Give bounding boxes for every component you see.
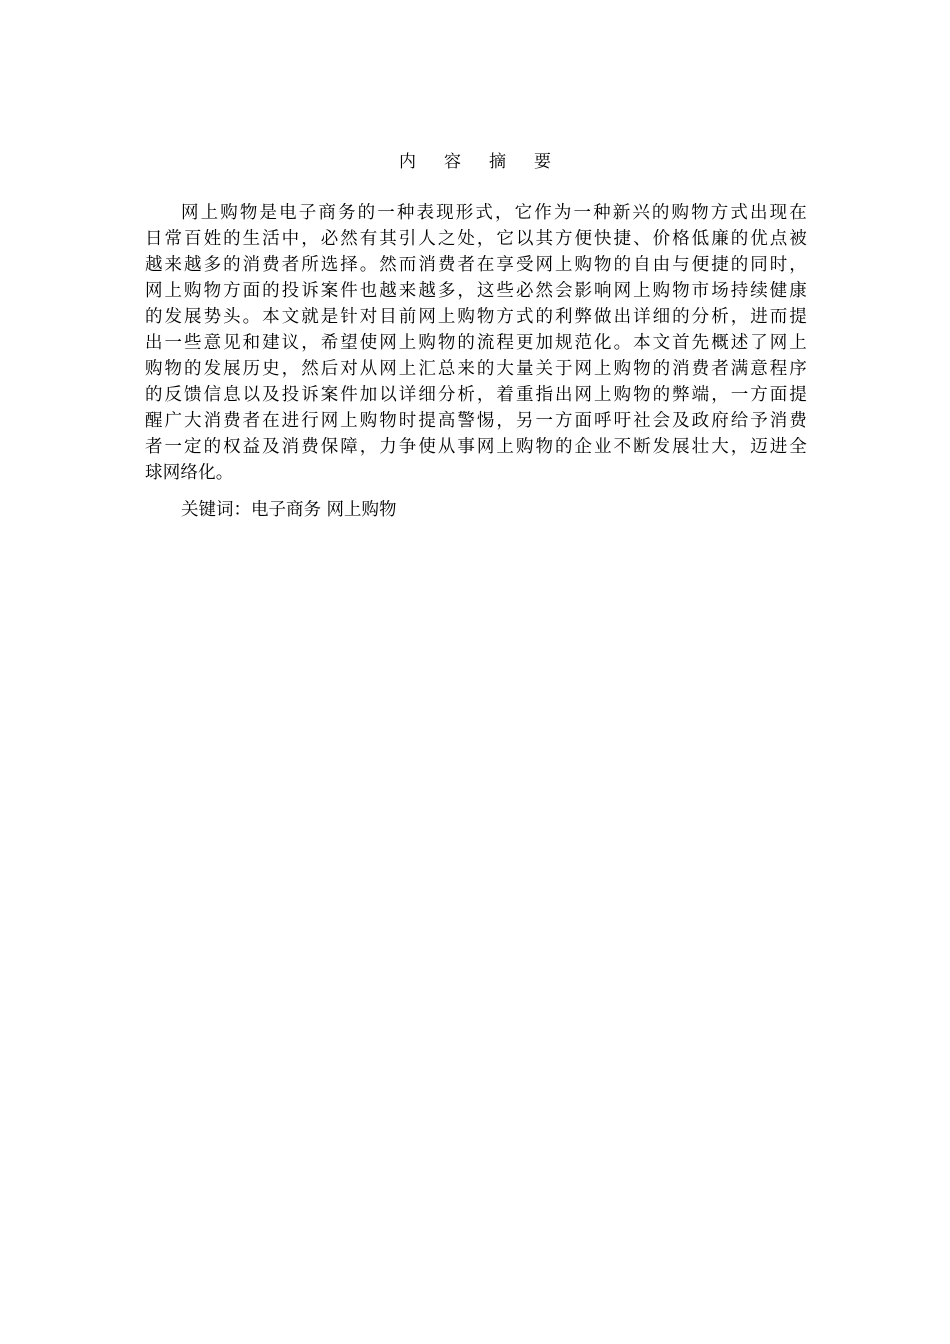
- abstract-line: 越来越多的消费者所选择。然而消费者在享受网上购物的自由与便捷的同时，: [145, 255, 807, 275]
- abstract-line: 的反馈信息以及投诉案件加以详细分析，着重指出网上购物的弊端，一方面提: [145, 385, 807, 405]
- abstract-paragraph: [145, 200, 807, 486]
- abstract-title: 内容摘要: [399, 152, 579, 172]
- abstract-line: 者一定的权益及消费保障，力争使从事网上购物的企业不断发展壮大，迈进全: [145, 437, 807, 457]
- abstract-line: 醒广大消费者在进行网上购物时提高警惕，另一方面呼吁社会及政府给予消费: [145, 411, 807, 431]
- abstract-line: 球网络化。: [145, 463, 234, 483]
- abstract-line: 购物的发展历史，然后对从网上汇总来的大量关于网上购物的消费者满意程序: [145, 359, 807, 379]
- abstract-line: 日常百姓的生活中，必然有其引人之处，它以其方便快捷、价格低廉的优点被: [145, 229, 807, 249]
- abstract-line: 网上购物是电子商务的一种表现形式，它作为一种新兴的购物方式出现在: [181, 203, 807, 223]
- keywords-line: 关键词：电子商务 网上购物: [181, 500, 397, 520]
- abstract-line: 网上购物方面的投诉案件也越来越多，这些必然会影响网上购物市场持续健康: [145, 281, 807, 301]
- abstract-line: 的发展势头。本文就是针对目前网上购物方式的利弊做出详细的分析，进而提: [145, 307, 807, 327]
- abstract-line: 出一些意见和建议，希望使网上购物的流程更加规范化。本文首先概述了网上: [145, 333, 807, 353]
